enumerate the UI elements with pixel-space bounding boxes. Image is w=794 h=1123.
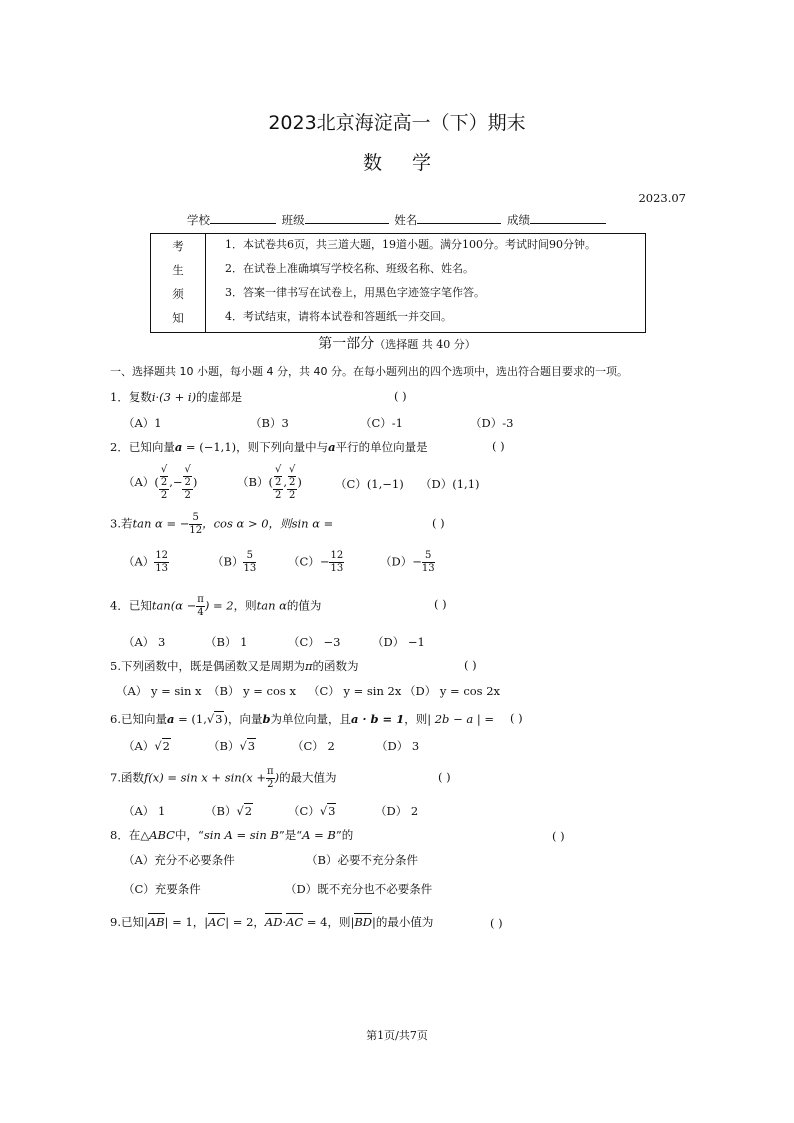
question-8: [110, 827, 353, 843]
q6-option-d[interactable]: （D） 3: [376, 739, 420, 753]
math-fraction: $\frac{12}{13}$: [155, 550, 169, 574]
notice-label-char: 须: [172, 287, 184, 301]
q-text: 平行的单位向量是: [335, 440, 428, 454]
q1-option-a[interactable]: （A）1: [123, 416, 162, 430]
q-text: 已知: [128, 598, 152, 613]
q4-option-b[interactable]: （B） 1: [205, 635, 248, 649]
part-one-note: （选择题 共 40 分）: [374, 338, 476, 351]
q2-option-a[interactable]: （A）( √ 2 2 ,− √ 2 2 ): [123, 464, 198, 501]
name-blank[interactable]: [417, 212, 501, 224]
notice-item: 2．在试卷上准确填写学校名称、班级名称、姓名。: [225, 262, 474, 275]
q-math: ，cos α > 0，则: [202, 516, 292, 531]
notice-items: [206, 234, 646, 333]
math-fraction: $\frac{\pi}{2}$: [266, 766, 274, 790]
q-text: 下列函数中，既是偶函数又是周期为: [120, 659, 305, 673]
option-label: （C）: [335, 477, 367, 491]
q-math: f(x) = sin x + sin(x +: [143, 770, 266, 785]
q-math: π: [304, 659, 313, 673]
q-text: 在△: [128, 828, 150, 842]
option-value: (1,−1): [366, 477, 404, 491]
score-blank[interactable]: [530, 212, 606, 224]
exam-notice-box: [150, 233, 646, 333]
q-math: a: [174, 440, 183, 454]
q-math: sin α =: [291, 516, 334, 531]
q-text: 的函数为: [312, 659, 359, 673]
math-fraction: √ 2 2: [160, 464, 168, 501]
q-math: a: [328, 440, 336, 454]
math-fraction: $\frac{5}{12}$: [189, 512, 203, 536]
notice-label-char: 生: [172, 263, 184, 277]
q4-option-a[interactable]: （A） 3: [123, 635, 166, 649]
q5-option-b[interactable]: （B） y = cos x: [208, 684, 296, 698]
q-number: 9.: [110, 915, 121, 929]
q-text: 中，“: [174, 828, 204, 842]
q7-option-b[interactable]: （B）√2: [205, 804, 253, 818]
question-3: [110, 512, 333, 537]
q3-option-d[interactable]: （D）− $\frac{5}{13}$: [380, 550, 435, 574]
answer-paren[interactable]: ( ): [492, 439, 505, 453]
q-text: 已知向量: [120, 712, 167, 726]
q-number: 1．: [110, 390, 129, 404]
q5-option-c[interactable]: （C） y = sin 2x: [308, 684, 402, 698]
option-label: （D）: [420, 477, 453, 491]
answer-paren[interactable]: ( ): [394, 389, 407, 403]
option-label: （D）: [380, 554, 413, 569]
answer-paren[interactable]: ( ): [510, 711, 523, 725]
q-text: 函数: [120, 770, 144, 785]
q-math: ABC: [149, 828, 175, 842]
option-label: （B）: [212, 554, 244, 569]
answer-paren[interactable]: ( ): [432, 516, 445, 530]
option-label: （B）: [237, 475, 269, 489]
math-fraction: $\frac{\pi}{4}$: [197, 594, 204, 618]
q-text: 的最大值为: [279, 770, 337, 785]
math-fraction: $\frac{12}{13}$: [330, 550, 344, 574]
q-text: 的虚部是: [196, 390, 243, 404]
q-math: 3: [215, 712, 223, 726]
q-text: = 4，则: [303, 915, 351, 929]
q-math: b: [262, 712, 271, 726]
q3-option-b[interactable]: [212, 550, 256, 575]
q-number: 6.: [110, 712, 121, 726]
question-9: 9.已知|AB| = 1，|AC| = 2，AD·AC = 4，则|BD|的最小值为: [110, 915, 434, 929]
question-4: [110, 594, 321, 619]
option-label: （C）: [288, 554, 320, 569]
q-math: a · b = 1: [351, 712, 405, 726]
q1-option-c[interactable]: （C）-1: [360, 416, 404, 430]
q2-option-c[interactable]: [335, 476, 404, 492]
q-number: 8．: [110, 828, 129, 842]
q8-option-d[interactable]: （D）既不充分也不必要条件: [285, 882, 433, 896]
exam-date: 2023.07: [638, 191, 686, 205]
class-blank[interactable]: [305, 212, 389, 224]
q-math: AB: [147, 915, 165, 929]
q-text: 已知: [120, 915, 144, 929]
q-text: = 2，: [229, 915, 265, 929]
q-text: ，则下列向量中与: [236, 440, 329, 454]
school-label: 学校: [187, 213, 210, 227]
q-math: | 2b − a | =: [427, 712, 495, 726]
notice-item: 1．本试卷共6页，共三道大题，19道小题。满分100分。考试时间90分钟。: [225, 238, 596, 251]
subject-title: 数学: [362, 152, 461, 174]
answer-paren[interactable]: ( ): [464, 658, 477, 672]
q-text: ，则: [404, 712, 428, 726]
q-math: AC: [208, 915, 226, 929]
q-text: 已知向量: [128, 440, 175, 454]
q-math: tan α = −: [132, 516, 190, 531]
q8-option-c[interactable]: （C）充要条件: [123, 882, 201, 896]
part-one-heading: [0, 333, 794, 353]
math-fraction: $\frac{5}{13}$: [243, 550, 257, 574]
answer-paren[interactable]: ( ): [490, 916, 503, 930]
name-label: 姓名: [394, 213, 418, 227]
question-6: 6.已知向量a = (1,√3)，向量b为单位向量，且a · b = 1，则| 2b − a | =: [110, 712, 495, 726]
math-fraction: √ 2 2: [274, 464, 282, 501]
option-value: (1,1): [452, 477, 480, 491]
q-math: = (−1,1): [182, 440, 237, 454]
score-label: 成绩: [506, 213, 530, 227]
notice-label-char: 知: [172, 311, 184, 325]
q-math: AD: [264, 915, 283, 929]
student-info-row: [187, 212, 608, 228]
question-5: [110, 658, 359, 674]
notice-label-char: 考: [172, 239, 184, 253]
q-math: AC: [286, 915, 304, 929]
q-math: a: [166, 712, 175, 726]
q-number: 4．: [110, 598, 129, 613]
q-text: ，向量: [228, 712, 263, 726]
q-text: ”是“: [278, 828, 303, 842]
q-math: i·(3 + i): [151, 390, 197, 404]
q5-option-d[interactable]: （D） y = cos 2x: [404, 684, 501, 698]
q-math: A = B: [302, 828, 336, 842]
q2-option-d[interactable]: [420, 476, 480, 492]
q7-option-a[interactable]: （A） 1: [123, 804, 166, 818]
q-math: sin A = sin B: [203, 828, 279, 842]
q3-option-a[interactable]: [123, 550, 169, 575]
q-text: 的值为: [286, 598, 322, 613]
school-blank[interactable]: [210, 212, 276, 224]
question-1: [110, 389, 242, 405]
answer-paren[interactable]: ( ): [552, 829, 565, 843]
answer-paren[interactable]: ( ): [438, 770, 451, 784]
q6-option-a[interactable]: （A）√2: [123, 739, 170, 753]
q5-option-a[interactable]: （A） y = sin x: [116, 684, 202, 698]
q-text: 的最小值为: [375, 915, 434, 929]
q4-option-d[interactable]: （D） −1: [372, 635, 425, 649]
q-number: 3.: [110, 516, 121, 531]
math-fraction: $\frac{5}{13}$: [421, 550, 435, 574]
part-one-title: 第一部分: [318, 336, 375, 352]
class-label: 班级: [281, 213, 305, 227]
q-math: ): [274, 770, 280, 785]
q-text: 复数: [128, 390, 152, 404]
q1-option-d[interactable]: （D）-3: [470, 416, 514, 430]
q-number: 2．: [110, 440, 129, 454]
option-label: （A）: [123, 475, 155, 489]
answer-paren[interactable]: ( ): [434, 597, 447, 611]
section-one-instructions: 一、选择题共 10 小题，每小题 4 分，共 40 分。在每小题列出的四个选项中，选出符合题目要求的一项。: [110, 365, 628, 378]
q-text: ”的: [335, 828, 354, 842]
q-text: 为单位向量，且: [270, 712, 352, 726]
q6-option-c[interactable]: （C） 2: [292, 739, 335, 753]
q2-option-b[interactable]: （B）( √ 2 2 , √ 2 2 ): [237, 464, 302, 501]
q-math: tan(α −: [151, 598, 197, 613]
math-fraction: √ 2 2: [288, 464, 296, 501]
q-math: ) = 2: [204, 598, 234, 613]
q-math: ·: [282, 915, 287, 929]
notice-label: [151, 234, 206, 333]
question-7: [110, 766, 337, 791]
notice-item: 4．考试结束，请将本试卷和答题纸一并交回。: [225, 310, 452, 323]
q-math: BD: [354, 915, 372, 929]
q-math: ): [223, 712, 228, 726]
page-title: 2023北京海淀高一（下）期末: [268, 112, 526, 134]
q3-option-c[interactable]: （C）− $\frac{12}{13}$: [288, 550, 344, 574]
q-math: = (1,: [174, 712, 207, 726]
math-fraction: √ 2 2: [184, 464, 191, 501]
q6-option-b[interactable]: （B）√3: [208, 739, 256, 753]
q-number: 7.: [110, 770, 121, 785]
q-text: = 1，: [168, 915, 205, 929]
q1-option-b[interactable]: （B）3: [250, 416, 289, 430]
q-math: tan α: [256, 598, 287, 613]
notice-item: 3．答案一律书写在试卷上，用黑色字迹签字笔作答。: [225, 286, 485, 299]
q-text: 若: [120, 516, 133, 531]
q-text: ，则: [233, 598, 257, 613]
page-footer: 第1页/共7页: [366, 1029, 428, 1042]
q8-option-b[interactable]: （B）必要不充分条件: [306, 853, 418, 867]
q7-option-d[interactable]: （D） 2: [375, 804, 419, 818]
option-label: （A）: [123, 554, 155, 569]
question-2: [110, 439, 428, 455]
q-number: 5.: [110, 659, 121, 673]
q7-option-c[interactable]: （C）√3: [288, 804, 336, 818]
q4-option-c[interactable]: （C） −3: [288, 635, 341, 649]
q8-option-a[interactable]: （A）充分不必要条件: [123, 853, 235, 867]
